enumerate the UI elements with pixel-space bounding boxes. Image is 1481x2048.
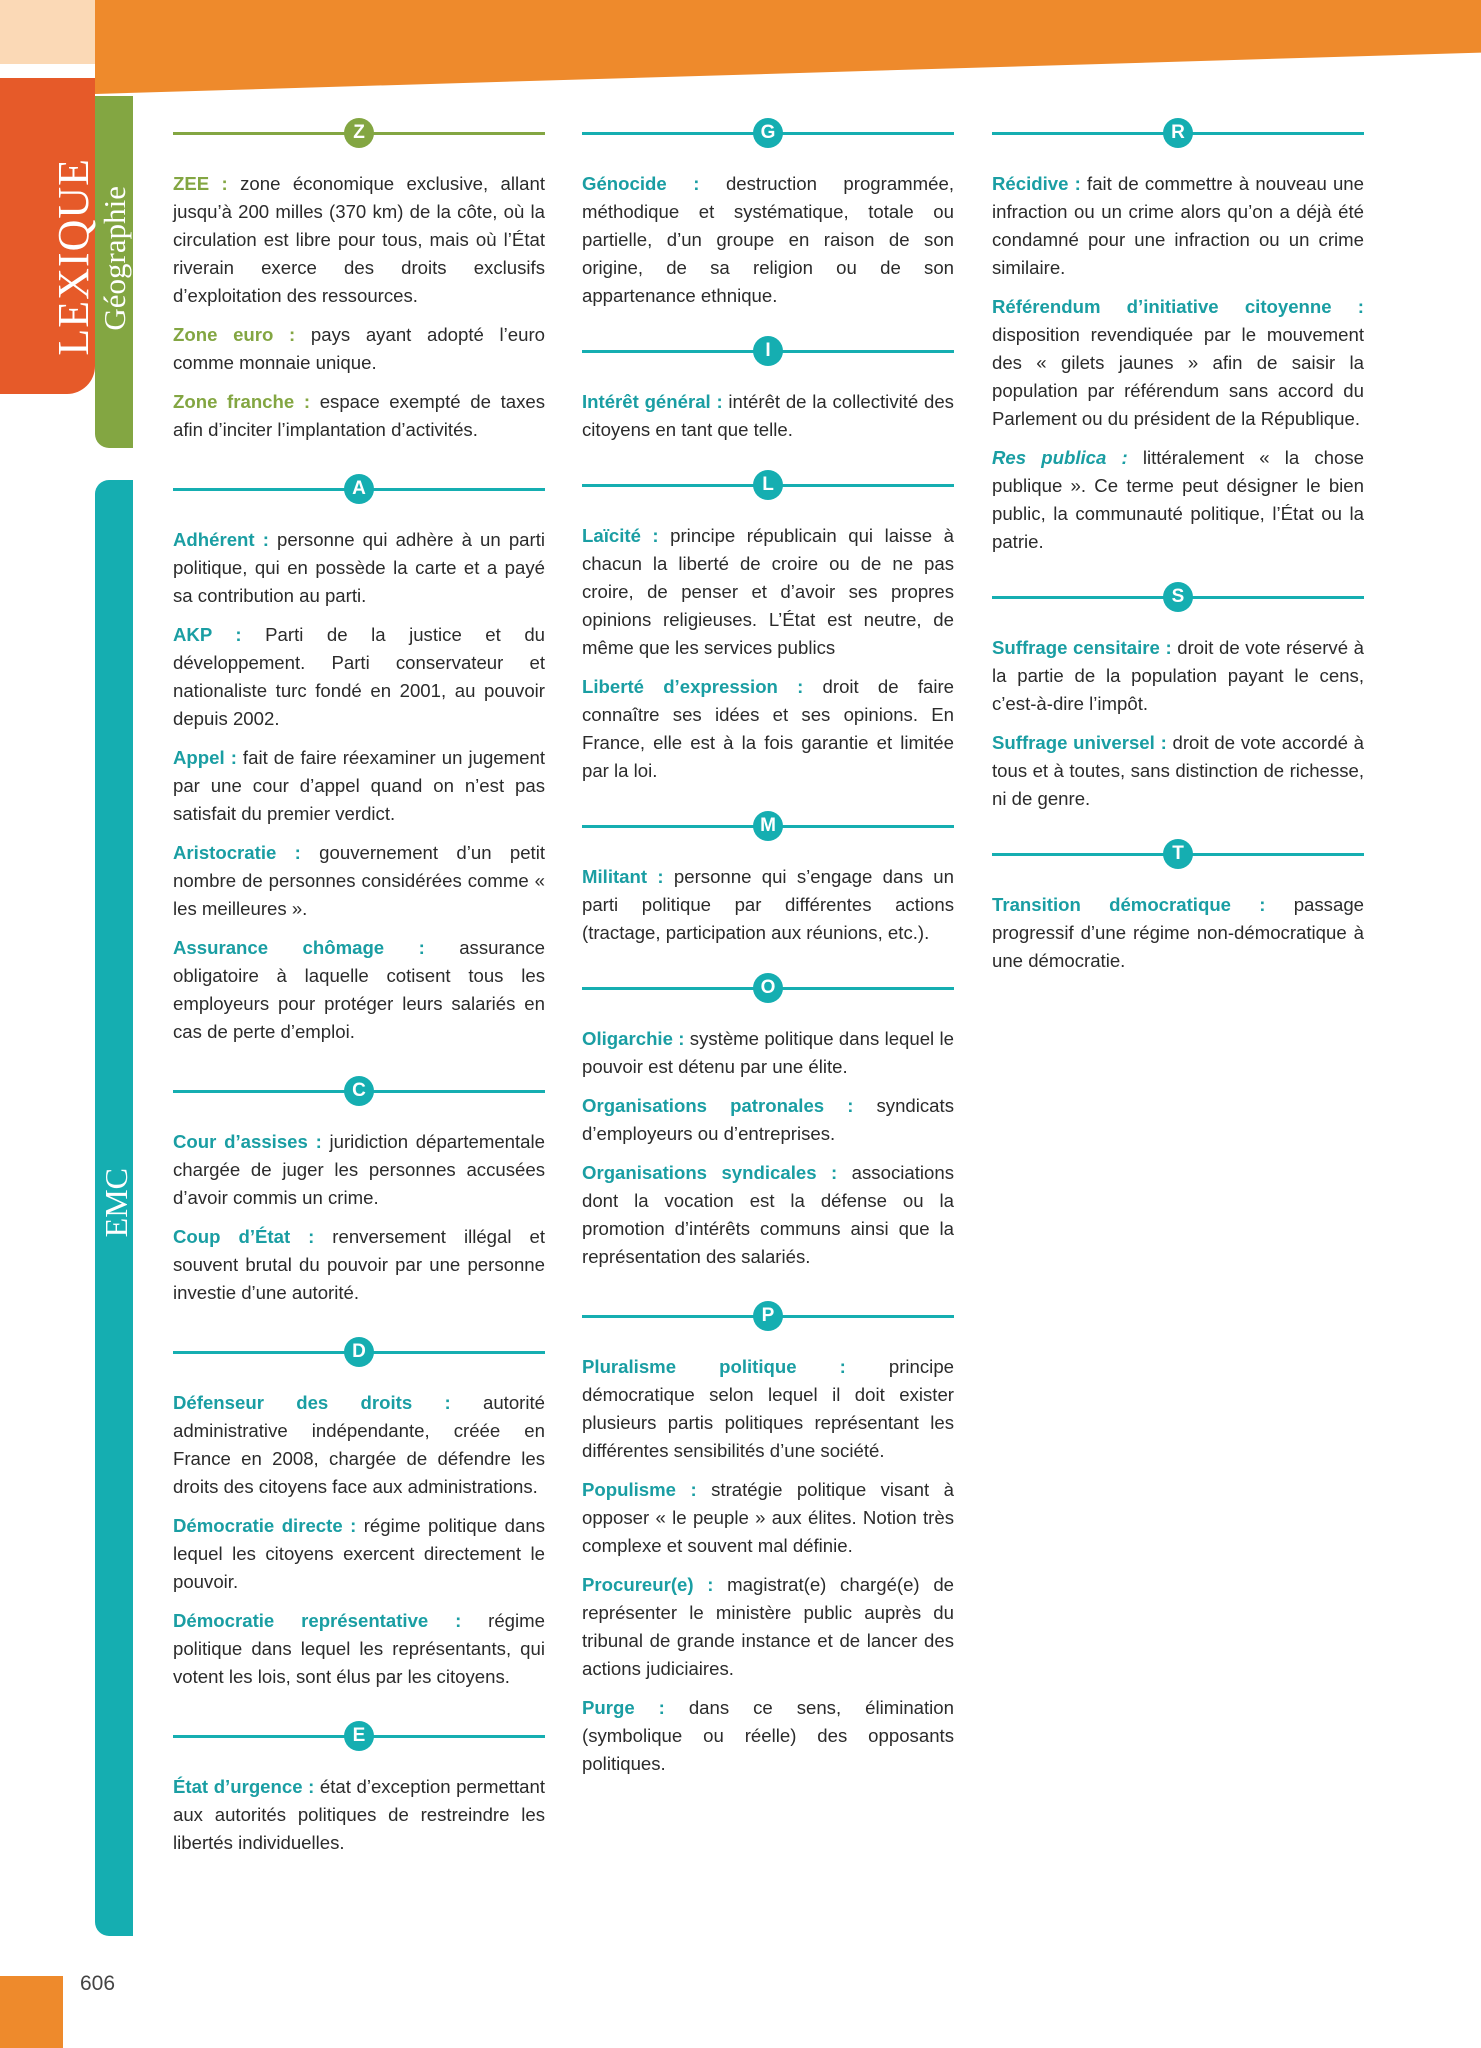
glossary-entry [582, 1159, 954, 1271]
header-corner [0, 0, 95, 64]
entry-term: Zone franche : [173, 391, 311, 412]
section-s [992, 582, 1364, 813]
entry-term: Cour d’assises : [173, 1131, 322, 1152]
entry-definition: régime politique dans lequel les citoyens exercent directement le pouvoir. [173, 1515, 545, 1592]
section-e [173, 1721, 545, 1857]
glossary-entry [173, 1607, 545, 1691]
entry-term: Appel : [173, 747, 237, 768]
lexique-label: LEXIQUE [49, 158, 98, 356]
entry-definition: état d’exception permettant aux autorités politiques de restreindre les libertés individuelles. [173, 1776, 545, 1853]
glossary-column-3 [992, 118, 1364, 1001]
letter-badge: L [753, 470, 783, 500]
entry-definition: principe républicain qui laisse à chacun la liberté de croire ou de ne pas croire, de penser et d’avoir ses propres opinions religieuses. L’État est neutre, de même que les services publics [582, 525, 954, 658]
section-l [582, 470, 954, 785]
glossary-entry [173, 1223, 545, 1307]
glossary-entry [992, 444, 1364, 556]
section-header [992, 839, 1364, 877]
entry-term: Démocratie directe : [173, 1515, 357, 1536]
entry-term: Purge : [582, 1697, 665, 1718]
entry-term: Populisme : [582, 1479, 697, 1500]
entry-term: État d’urgence : [173, 1776, 315, 1797]
section-header [582, 118, 954, 156]
entry-term: Génocide : [582, 173, 700, 194]
glossary-entry [992, 170, 1364, 282]
entry-term: Défenseur des droits : [173, 1392, 451, 1413]
entry-term: Démocratie représentative : [173, 1610, 462, 1631]
section-z [173, 118, 545, 444]
entry-definition: zone économique exclusive, allant jusqu’à 200 milles (370 km) de la côte, où la circulation est libre pour tous, mais où l’État riverain exerce des droits exclusifs d’exploitation des ressources. [173, 173, 545, 306]
footer-bar [0, 1976, 63, 2048]
entry-term: Récidive : [992, 173, 1081, 194]
letter-badge: D [344, 1337, 374, 1367]
entry-term: Res publica : [992, 447, 1128, 468]
entry-term: AKP : [173, 624, 242, 645]
entry-definition: juridiction départementale chargée de juger les personnes accusées d’avoir commis un crime. [173, 1131, 546, 1208]
entry-term: Coup d’État : [173, 1226, 315, 1247]
glossary-entry [582, 1092, 954, 1148]
entry-term: Organisations patronales : [582, 1095, 854, 1116]
glossary-entry [582, 1025, 954, 1081]
entry-term: Assurance chômage : [173, 937, 425, 958]
entry-definition: fait de commettre à nouveau une infraction ou un crime alors qu’on a déjà été condamné pour une infraction ou un crime similaire. [992, 173, 1364, 278]
section-o [582, 973, 954, 1271]
letter-badge: C [344, 1076, 374, 1106]
entry-definition: personne qui adhère à un parti politique, qui en possède la carte et a payé sa contribution au parti. [173, 529, 546, 606]
letter-badge: A [344, 474, 374, 504]
section-header [173, 1337, 545, 1375]
section-p [582, 1301, 954, 1778]
glossary-entry [173, 170, 545, 310]
entry-definition: pays ayant adopté l’euro comme monnaie unique. [173, 324, 545, 373]
glossary-entry [173, 744, 545, 828]
glossary-entry [173, 1773, 545, 1857]
entry-term: Militant : [582, 866, 664, 887]
section-header [582, 1301, 954, 1339]
entry-definition: système politique dans lequel le pouvoir est détenu par une élite. [582, 1028, 954, 1077]
entry-definition: syndicats d’employeurs ou d’entreprises. [582, 1095, 954, 1144]
glossary-entry [582, 1353, 954, 1465]
glossary-entry [173, 388, 545, 444]
entry-definition: Parti de la justice et du développement. Parti conservateur et nationaliste turc fondé en 2001, au pouvoir depuis 2002. [173, 624, 546, 729]
letter-badge: P [753, 1301, 783, 1331]
section-a [173, 474, 545, 1046]
glossary-entry [992, 634, 1364, 718]
entry-term: ZEE : [173, 173, 228, 194]
entry-definition: renversement illégal et souvent brutal du pouvoir par une personne investie d’une autorité. [173, 1226, 545, 1303]
entry-definition: droit de vote réservé à la partie de la population payant le cens, c’est-à-dire l’impôt. [992, 637, 1364, 714]
entry-definition: dans ce sens, élimination (symbolique ou réelle) des opposants politiques. [582, 1697, 954, 1774]
glossary-entry [992, 891, 1364, 975]
section-header [992, 118, 1364, 156]
entry-term: Transition démocratique : [992, 894, 1266, 915]
glossary-entry [582, 1476, 954, 1560]
entry-definition: droit de vote accordé à tous et à toutes, sans distinction de richesse, ni de genre. [992, 732, 1364, 809]
letter-badge: R [1163, 118, 1193, 148]
letter-badge: O [753, 973, 783, 1003]
entry-definition: destruction programmée, méthodique et systématique, totale ou partielle, d’un groupe en raison de son origine, de sa religion ou de son appartenance ethnique. [582, 173, 954, 306]
entry-term: Oligarchie : [582, 1028, 685, 1049]
glossary-entry [173, 526, 545, 610]
entry-term: Aristocratie : [173, 842, 301, 863]
entry-definition: stratégie politique visant à opposer « le peuple » aux élites. Notion très complexe et souvent mal définie. [582, 1479, 954, 1556]
emc-label: EMC [98, 1168, 134, 1238]
entry-term: Suffrage universel : [992, 732, 1167, 753]
glossary-entry [173, 621, 545, 733]
entry-term: Intérêt général : [582, 391, 723, 412]
glossary-entry [582, 388, 954, 444]
glossary-column-2 [582, 118, 954, 1804]
section-header [582, 811, 954, 849]
entry-definition: associations dont la vocation est la défense ou la promotion d’intérêts communs ainsi que la représentation des salariés. [582, 1162, 954, 1267]
section-t [992, 839, 1364, 975]
entry-definition: assurance obligatoire à laquelle cotisent tous les employeurs pour protéger leurs salariés en cas de perte d’emploi. [173, 937, 545, 1042]
section-header [582, 336, 954, 374]
glossary-entry [173, 1389, 545, 1501]
entry-term: Procureur(e) : [582, 1574, 714, 1595]
glossary-entry [992, 729, 1364, 813]
section-header [173, 1721, 545, 1759]
section-header [173, 474, 545, 512]
entry-term: Laïcité : [582, 525, 659, 546]
entry-definition: principe démocratique selon lequel il doit exister plusieurs partis politiques représentant les différentes sensibilités d’une société. [582, 1356, 954, 1461]
page-number: 606 [80, 1972, 116, 1995]
glossary-entry [582, 170, 954, 310]
entry-definition: disposition revendiquée par le mouvement des « gilets jaunes » afin de saisir la population par référendum sans accord du Parlement ou du président de la République. [992, 324, 1364, 429]
glossary-entry [173, 1512, 545, 1596]
section-m [582, 811, 954, 947]
letter-badge: M [753, 811, 783, 841]
glossary-entry [582, 1694, 954, 1778]
entry-definition: espace exempté de taxes afin d’inciter l’implantation d’activités. [173, 391, 546, 440]
entry-definition: littéralement « la chose publique ». Ce terme peut désigner le bien public, la communauté politique, l’État ou la patrie. [992, 447, 1364, 552]
glossary-entry [582, 1571, 954, 1683]
glossary-entry [173, 321, 545, 377]
letter-badge: T [1163, 839, 1193, 869]
entry-definition: magistrat(e) chargé(e) de représenter le ministère public auprès du tribunal de grande instance et de lancer des actions judiciaires. [582, 1574, 954, 1679]
entry-definition: intérêt de la collectivité des citoyens en tant que telle. [582, 391, 954, 440]
section-i [582, 336, 954, 444]
glossary-entry [992, 293, 1364, 433]
entry-definition: passage progressif d’une régime non-démocratique à une démocratie. [992, 894, 1364, 971]
glossary-entry [173, 1128, 545, 1212]
letter-badge: E [344, 1721, 374, 1751]
entry-definition: gouvernement d’un petit nombre de personnes considérées comme « les meilleures ». [173, 842, 545, 919]
entry-term: Zone euro : [173, 324, 296, 345]
entry-term: Pluralisme politique : [582, 1356, 846, 1377]
letter-badge: I [753, 336, 783, 366]
entry-term: Référendum d’initiative citoyenne : [992, 296, 1364, 317]
section-header [173, 118, 545, 156]
section-d [173, 1337, 545, 1691]
letter-badge: G [753, 118, 783, 148]
section-header [582, 470, 954, 508]
glossary-entry [582, 673, 954, 785]
entry-definition: régime politique dans lequel les représentants, qui votent les lois, sont élus par les citoyens. [173, 1610, 545, 1687]
letter-badge: Z [344, 118, 374, 148]
section-header [173, 1076, 545, 1114]
section-header [992, 582, 1364, 620]
entry-definition: personne qui s’engage dans un parti politique par différentes actions (tractage, participation aux réunions, etc.). [582, 866, 954, 943]
letter-badge: S [1163, 582, 1193, 612]
glossary-entry [173, 839, 545, 923]
section-header [582, 973, 954, 1011]
entry-term: Organisations syndicales : [582, 1162, 838, 1183]
entry-term: Suffrage censitaire : [992, 637, 1172, 658]
entry-definition: droit de faire connaître ses idées et ses opinions. En France, elle est à la fois garantie et limitée par la loi. [582, 676, 954, 781]
section-g [582, 118, 954, 310]
glossary-column-1 [173, 118, 545, 1883]
geographie-label: Géographie [97, 186, 132, 331]
entry-definition: fait de faire réexaminer un jugement par une cour d’appel quand on n’est pas satisfait du premier verdict. [173, 747, 545, 824]
entry-term: Adhérent : [173, 529, 269, 550]
section-r [992, 118, 1364, 556]
section-c [173, 1076, 545, 1307]
entry-definition: autorité administrative indépendante, créée en France en 2008, chargée de défendre les droits des citoyens face aux administrations. [173, 1392, 545, 1497]
glossary-entry [582, 863, 954, 947]
glossary-entry [582, 522, 954, 662]
glossary-entry [173, 934, 545, 1046]
entry-term: Liberté d’expression : [582, 676, 804, 697]
header-banner [95, 0, 1481, 94]
